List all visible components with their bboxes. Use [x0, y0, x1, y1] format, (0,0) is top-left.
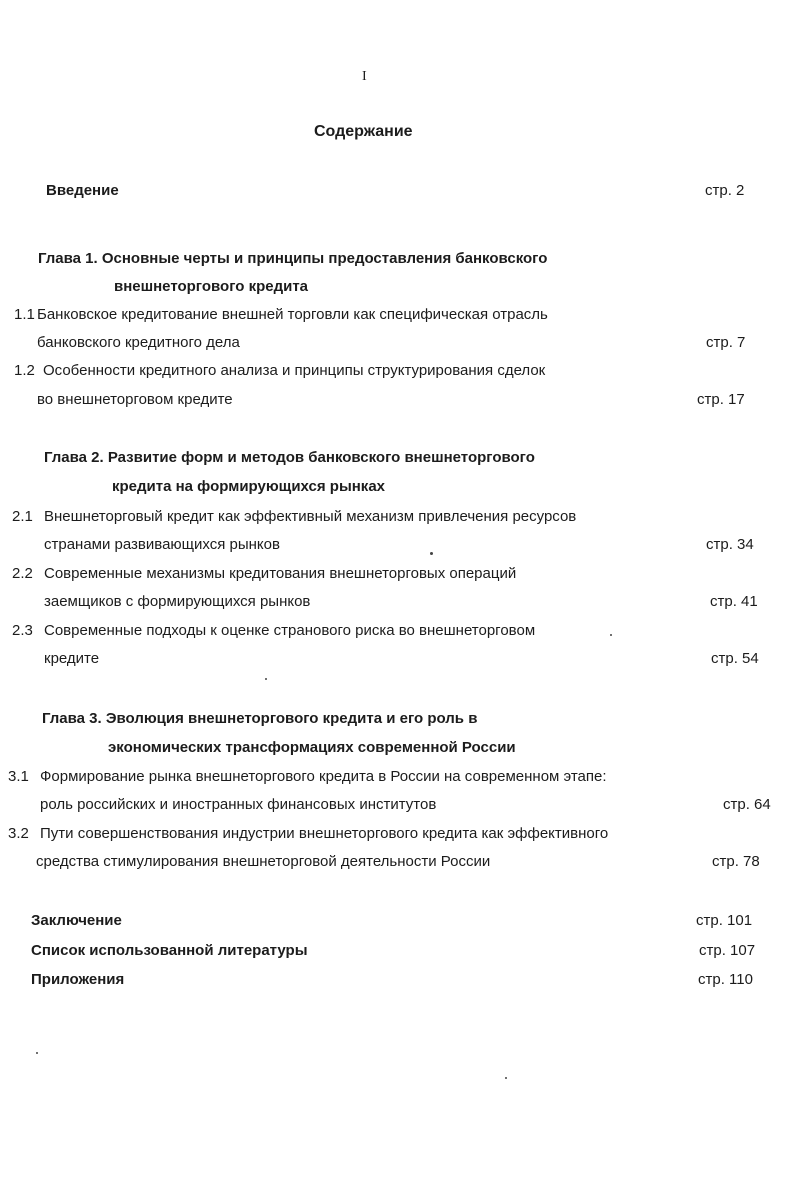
section-1-2-page: стр. 17 — [697, 391, 745, 408]
section-2-1-line1: Внешнеторговый кредит как эффективный механизм привлечения ресурсов — [44, 508, 577, 525]
scan-speck — [36, 1052, 38, 1054]
section-2-2-line2: заемщиков с формирующихся рынков — [44, 593, 311, 610]
section-1-1-line1: Банковское кредитование внешней торговли как специфическая отрасль — [37, 306, 548, 323]
chapter-3-title-line1: Глава 3. Эволюция внешнеторгового кредита и его роль в — [42, 710, 478, 727]
section-1-2-line1: Особенности кредитного анализа и принципы структурирования сделок — [43, 362, 546, 379]
chapter-2-title-line2: кредита на формирующихся рынках — [112, 478, 386, 495]
appendices-label: Приложения — [31, 971, 125, 988]
chapter-1-title-line1: Глава 1. Основные черты и принципы предоставления банковского — [38, 250, 548, 267]
chapter-1-title-line2: внешнеторгового кредита — [114, 278, 309, 295]
intro-label: Введение — [46, 182, 119, 199]
section-1-2-line2: во внешнеторговом кредите — [37, 391, 233, 408]
references-label: Список использованной литературы — [31, 942, 308, 959]
scan-speck — [265, 678, 267, 680]
section-2-3-page: стр. 54 — [711, 650, 759, 667]
section-3-1-number: 3.1 — [8, 768, 29, 785]
page-number: I — [362, 69, 367, 84]
section-2-2-line1: Современные механизмы кредитования внешнеторговых операций — [44, 565, 517, 582]
page-title: Содержание — [314, 123, 413, 140]
references-page: стр. 107 — [699, 942, 756, 959]
scan-speck — [610, 634, 612, 636]
section-3-1-line2: роль российских и иностранных финансовых институтов — [40, 796, 437, 813]
section-2-2-page: стр. 41 — [710, 593, 758, 610]
section-3-1-line1: Формирование рынка внешнеторгового кредита в России на современном этапе: — [40, 768, 607, 785]
intro-page: стр. 2 — [705, 182, 745, 199]
section-3-2-page: стр. 78 — [712, 853, 760, 870]
section-2-1-page: стр. 34 — [706, 536, 754, 553]
section-3-2-line2: средства стимулирования внешнеторговой деятельности России — [36, 853, 491, 870]
section-3-2-line1: Пути совершенствования индустрии внешнеторгового кредита как эффективного — [40, 825, 609, 842]
chapter-2-title-line1: Глава 2. Развитие форм и методов банковского внешнеторгового — [44, 449, 535, 466]
scan-speck — [430, 552, 433, 555]
appendices-page: стр. 110 — [698, 971, 753, 988]
section-2-1-line2: странами развивающихся рынков — [44, 536, 280, 553]
section-1-1-page: стр. 7 — [706, 334, 746, 351]
section-1-1-number: 1.1 — [14, 306, 35, 323]
chapter-3-title-line2: экономических трансформациях современной России — [108, 739, 516, 756]
section-2-3-number: 2.3 — [12, 622, 33, 639]
section-2-1-number: 2.1 — [12, 508, 33, 525]
section-2-3-line2: кредите — [44, 650, 100, 667]
section-3-2-number: 3.2 — [8, 825, 29, 842]
conclusion-page: стр. 101 — [696, 912, 753, 929]
section-2-3-line1: Современные подходы к оценке странового риска во внешнеторговом — [44, 622, 536, 639]
section-2-2-number: 2.2 — [12, 565, 33, 582]
conclusion-label: Заключение — [31, 912, 122, 929]
section-1-2-number: 1.2 — [14, 362, 35, 379]
scan-speck — [505, 1077, 507, 1079]
section-3-1-page: стр. 64 — [723, 796, 771, 813]
section-1-1-line2: банковского кредитного дела — [37, 334, 240, 351]
